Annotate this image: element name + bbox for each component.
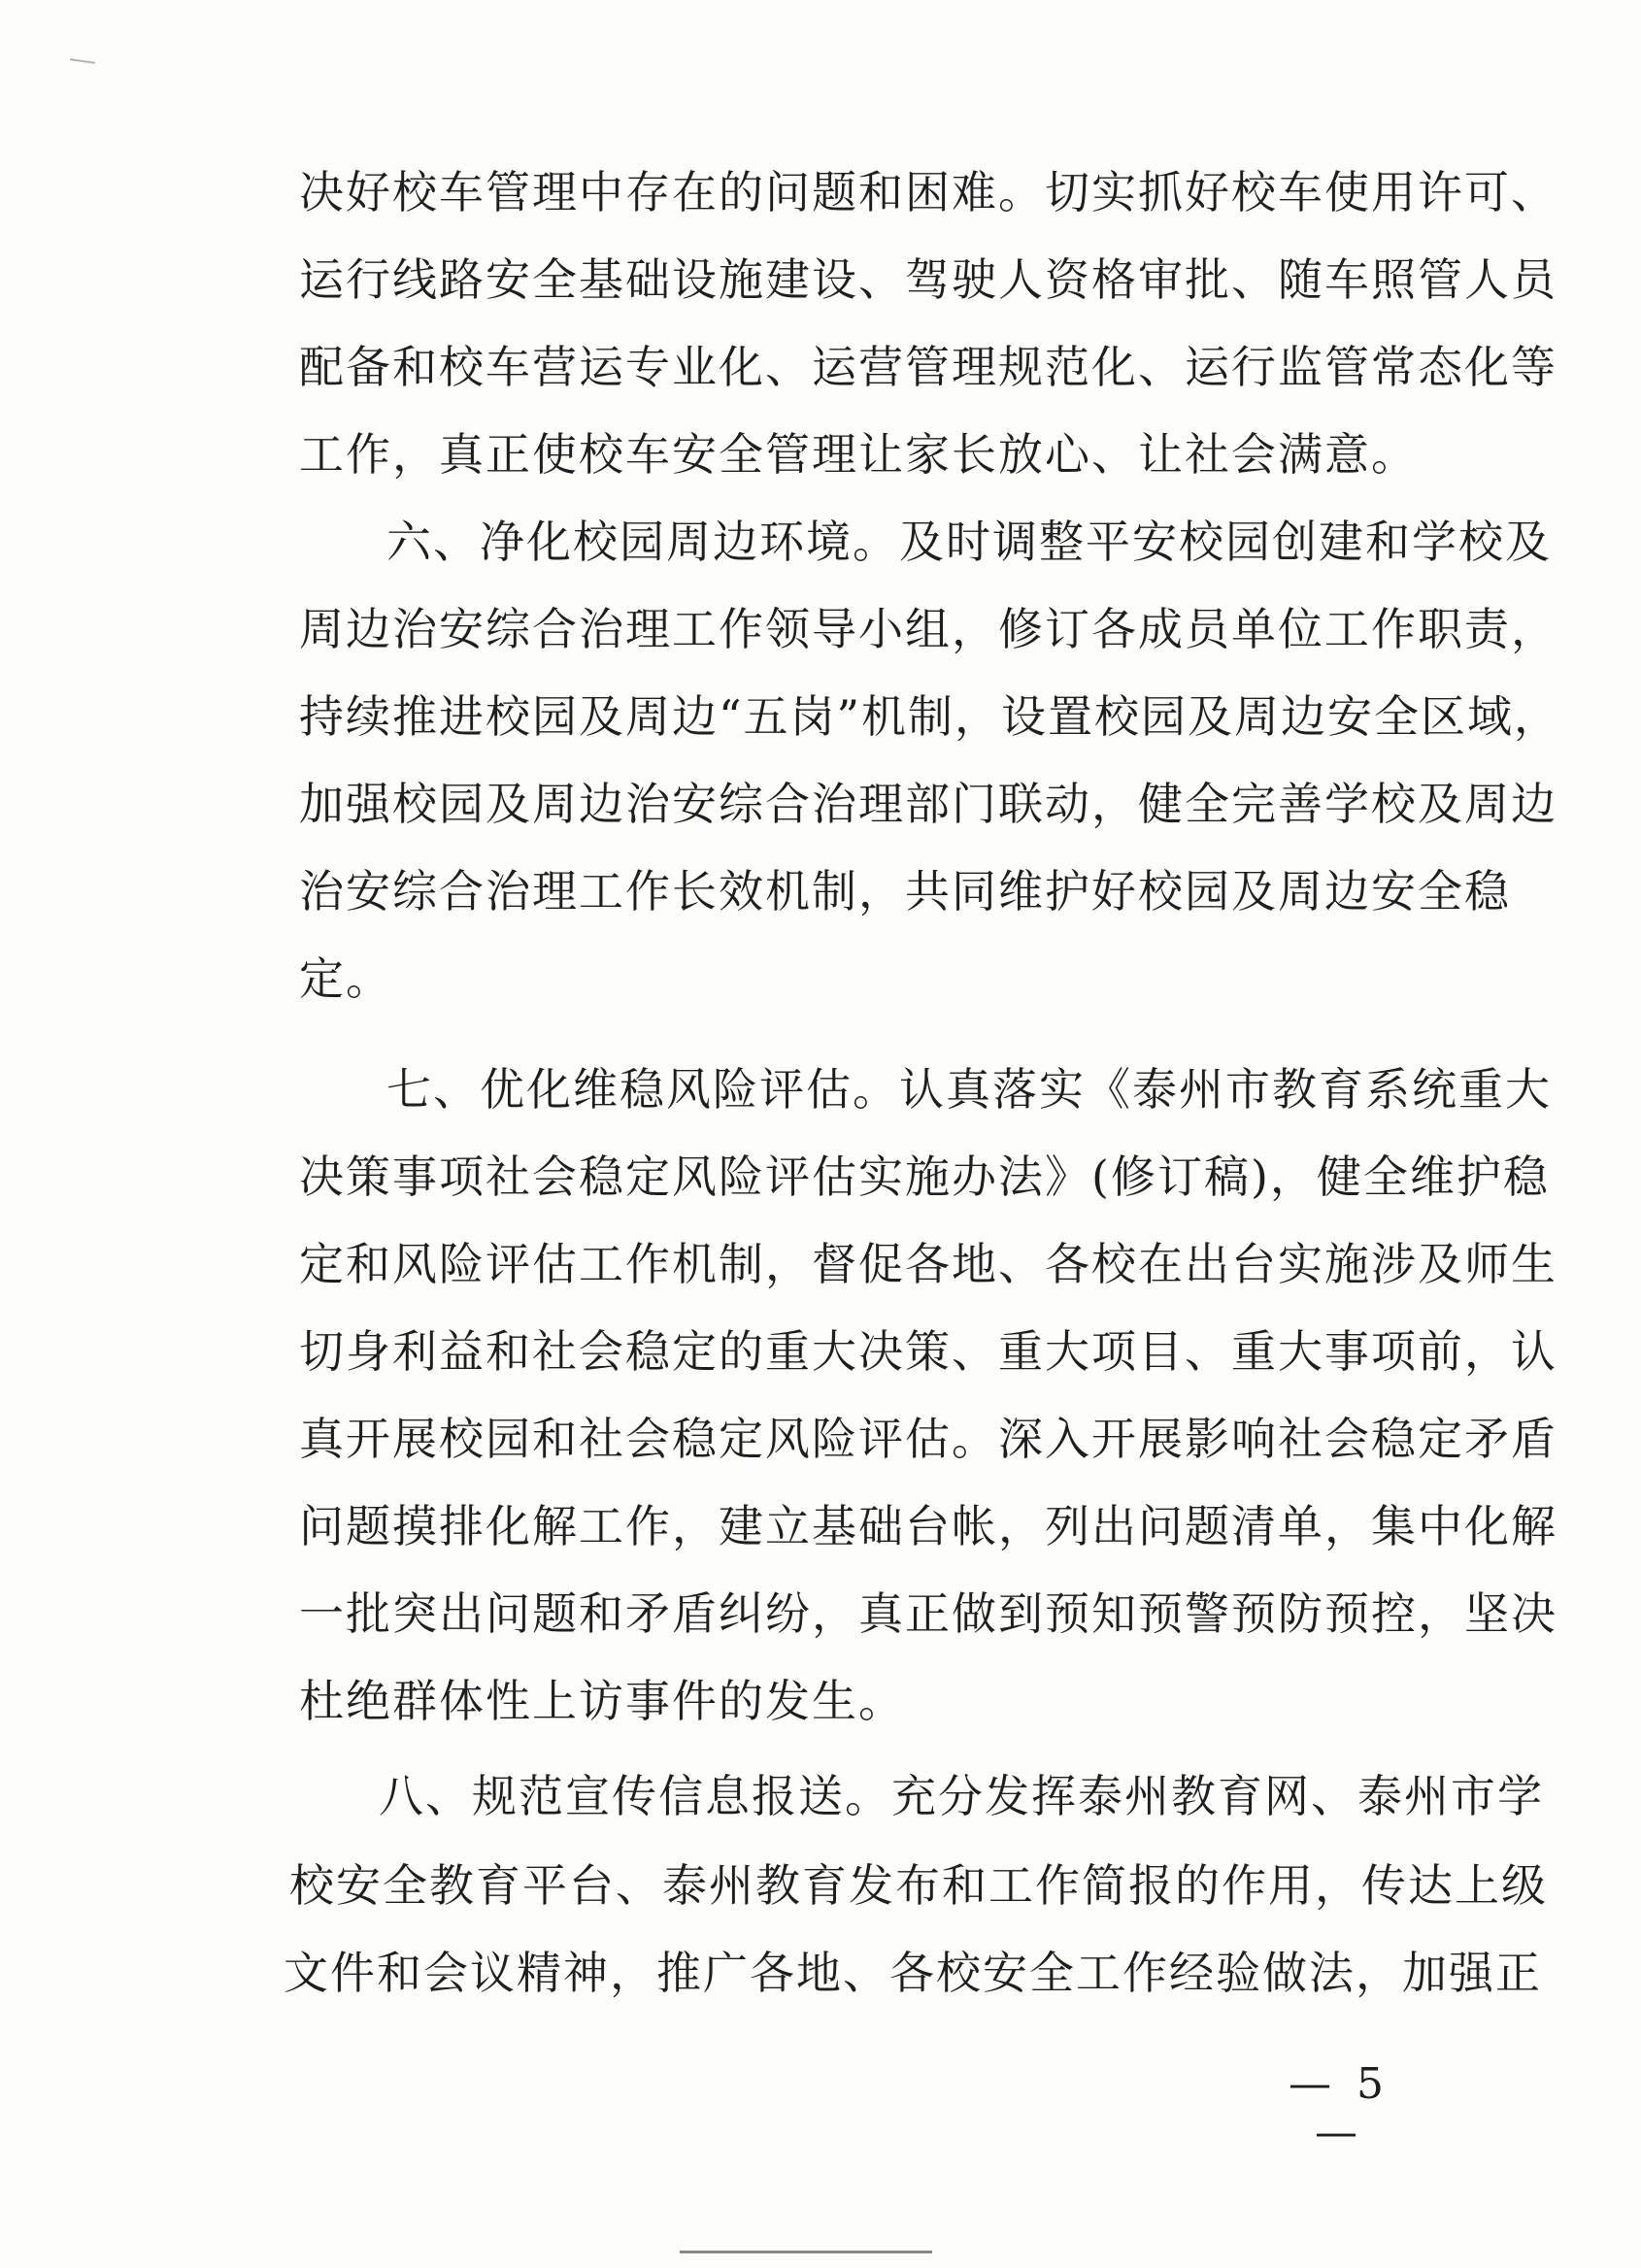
- body-text-line: 定和风险评估工作机制，督促各地、各校在出台实施涉及师生: [299, 1238, 1557, 1290]
- scan-artifact-bottom-rule: [680, 2251, 932, 2253]
- section-six-heading-line: 六、净化校园周边环境。及时调整平安校园创建和学校及: [386, 516, 1552, 568]
- body-text-line: 持续推进校园及周边“五岗”机制，设置校园及周边安全区域，: [299, 690, 1561, 743]
- page-number: — 5 —: [1289, 2059, 1390, 2157]
- body-text-line: 切身利益和社会稳定的重大决策、重大项目、重大事项前，认: [299, 1325, 1557, 1378]
- scan-artifact-mark: [70, 58, 95, 64]
- body-text-line: 决好校车管理中存在的问题和困难。切实抓好校车使用许可、: [299, 166, 1557, 218]
- body-text-line: 问题摸排化解工作，建立基础台帐，列出问题清单，集中化解: [299, 1500, 1557, 1552]
- body-text-line: 定。: [299, 952, 392, 1005]
- section-seven-heading-line: 七、优化维稳风险评估。认真落实《泰州市教育系统重大: [386, 1063, 1552, 1116]
- body-text-line: 周边治安综合治理工作领导小组，修订各成员单位工作职责，: [299, 603, 1557, 655]
- body-text-line: 工作，真正使校车安全管理让家长放心、让社会满意。: [299, 428, 1418, 481]
- body-text-line: 配备和校车营运专业化、运营管理规范化、运行监管常态化等: [299, 341, 1557, 393]
- body-text-line: 文件和会议精神，推广各地、各校安全工作经验做法，加强正: [284, 1947, 1542, 1999]
- body-text-line: 治安综合治理工作长效机制，共同维护好校园及周边安全稳: [299, 865, 1511, 917]
- body-text-line: 加强校园及周边治安综合治理部门联动，健全完善学校及周边: [299, 778, 1557, 830]
- body-text-line: 运行线路安全基础设施建设、驾驶人资格审批、随车照管人员: [299, 253, 1557, 306]
- body-text-line: 决策事项社会稳定风险评估实施办法》(修订稿)，健全维护稳: [299, 1151, 1550, 1203]
- body-text-line: 真开展校园和社会稳定风险评估。深入开展影响社会稳定矛盾: [299, 1413, 1557, 1465]
- body-text-line: 校安全教育平台、泰州教育发布和工作简报的作用，传达上级: [289, 1859, 1548, 1912]
- body-text-line: 一批突出问题和矛盾纠纷，真正做到预知预警预防预控，坚决: [299, 1587, 1557, 1640]
- section-eight-heading-line: 八、规范宣传信息报送。充分发挥泰州教育网、泰州市学: [379, 1770, 1544, 1822]
- body-text-line: 杜绝群体性上访事件的发生。: [299, 1675, 905, 1727]
